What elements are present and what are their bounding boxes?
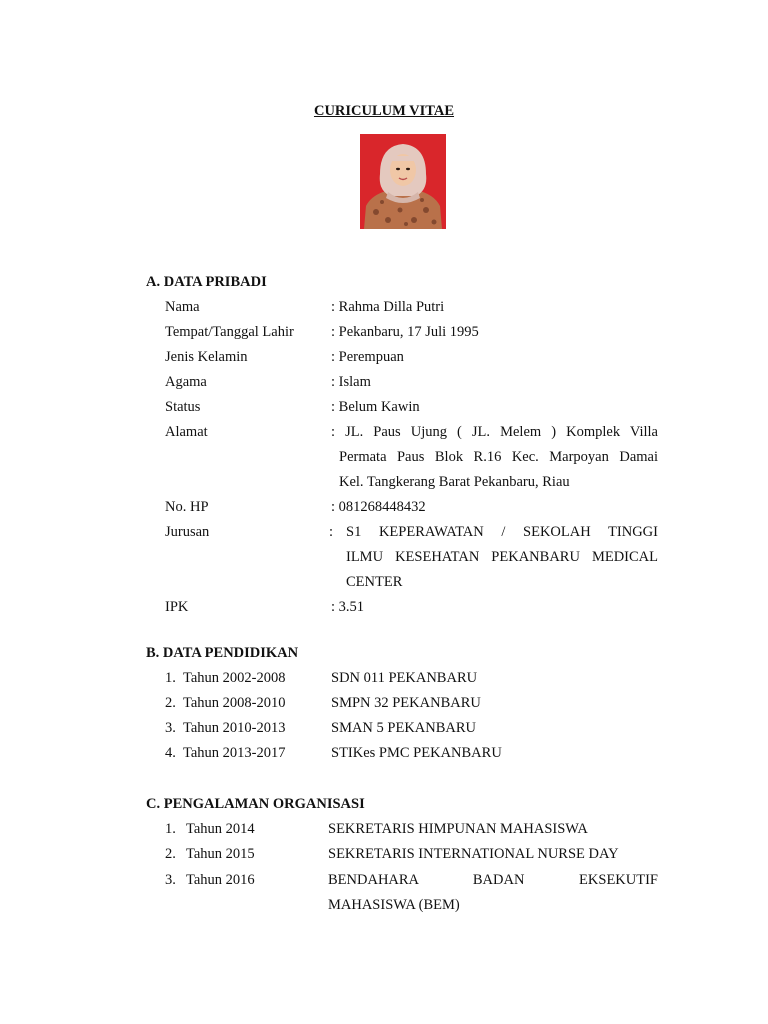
field-colon: : [329, 524, 334, 540]
list-number: 2. [165, 846, 176, 862]
list-number: 1. [165, 670, 176, 686]
section-heading-organisasi: C. PENGALAMAN ORGANISASI [146, 796, 365, 812]
field-row-agama [0, 374, 768, 396]
field-label: Status [165, 399, 201, 415]
field-row-jurusan [0, 524, 768, 546]
education-year: Tahun 2002-2008 [183, 670, 286, 686]
education-row [0, 670, 768, 692]
field-row-alamat [0, 424, 768, 446]
address-line-1: : JL. Paus Ujung ( JL. Melem ) Komplek Villa [331, 424, 658, 440]
field-label: No. HP [165, 499, 209, 515]
field-row-ipk [0, 599, 768, 621]
education-row [0, 745, 768, 767]
field-row-nama [0, 299, 768, 321]
document-title: CURICULUM VITAE [313, 103, 455, 119]
organization-row [0, 821, 768, 843]
major-line-1: S1 KEPERAWATAN / SEKOLAH TINGGI [346, 524, 658, 540]
education-school: SMPN 32 PEKANBARU [331, 695, 481, 711]
section-heading-pendidikan: B. DATA PENDIDIKAN [146, 645, 299, 661]
major-line-2: ILMU KESEHATAN PEKANBARU MEDICAL [346, 549, 658, 565]
organization-year: Tahun 2015 [186, 846, 255, 862]
field-value: : Islam [331, 374, 371, 390]
field-label: Tempat/Tanggal Lahir [165, 324, 294, 340]
education-school: STIKes PMC PEKANBARU [331, 745, 502, 761]
field-row-jenis-kelamin [0, 349, 768, 371]
major-line-3: CENTER [346, 574, 403, 590]
education-year: Tahun 2013-2017 [183, 745, 286, 761]
education-school: SDN 011 PEKANBARU [331, 670, 478, 686]
education-year: Tahun 2008-2010 [183, 695, 286, 711]
field-value: : Belum Kawin [331, 399, 420, 415]
list-number: 4. [165, 745, 176, 761]
field-value: : 081268448432 [331, 499, 426, 515]
field-label: Jurusan [165, 524, 210, 540]
address-line-3: Kel. Tangkerang Barat Pekanbaru, Riau [339, 474, 570, 490]
organization-role: BENDAHARA BADAN EKSEKUTIF [328, 872, 658, 888]
list-number: 3. [165, 872, 176, 888]
field-row-ttl [0, 324, 768, 346]
organization-role-line-2: MAHASISWA (BEM) [328, 897, 460, 913]
field-value: : Perempuan [331, 349, 404, 365]
list-number: 1. [165, 821, 176, 837]
address-line-2: Permata Paus Blok R.16 Kec. Marpoyan Damai [339, 449, 658, 465]
section-heading-pribadi: A. DATA PRIBADI [146, 274, 267, 290]
field-label: Nama [165, 299, 200, 315]
organization-year: Tahun 2016 [186, 872, 255, 888]
education-row [0, 695, 768, 717]
field-value: : Pekanbaru, 17 Juli 1995 [331, 324, 479, 340]
profile-photo [360, 134, 446, 229]
field-value: : Rahma Dilla Putri [331, 299, 445, 315]
organization-role: SEKRETARIS INTERNATIONAL NURSE DAY [328, 846, 619, 862]
organization-row [0, 872, 768, 894]
education-school: SMAN 5 PEKANBARU [331, 720, 477, 736]
field-label: Jenis Kelamin [165, 349, 248, 365]
portrait-image [360, 134, 446, 229]
field-label: IPK [165, 599, 189, 615]
field-value: : 3.51 [331, 599, 365, 615]
education-row [0, 720, 768, 742]
list-number: 2. [165, 695, 176, 711]
organization-row [0, 846, 768, 868]
field-label: Alamat [165, 424, 208, 440]
field-row-hp [0, 499, 768, 521]
list-number: 3. [165, 720, 176, 736]
organization-role: SEKRETARIS HIMPUNAN MAHASISWA [328, 821, 588, 837]
field-label: Agama [165, 374, 207, 390]
organization-year: Tahun 2014 [186, 821, 255, 837]
field-row-status [0, 399, 768, 421]
education-year: Tahun 2010-2013 [183, 720, 286, 736]
